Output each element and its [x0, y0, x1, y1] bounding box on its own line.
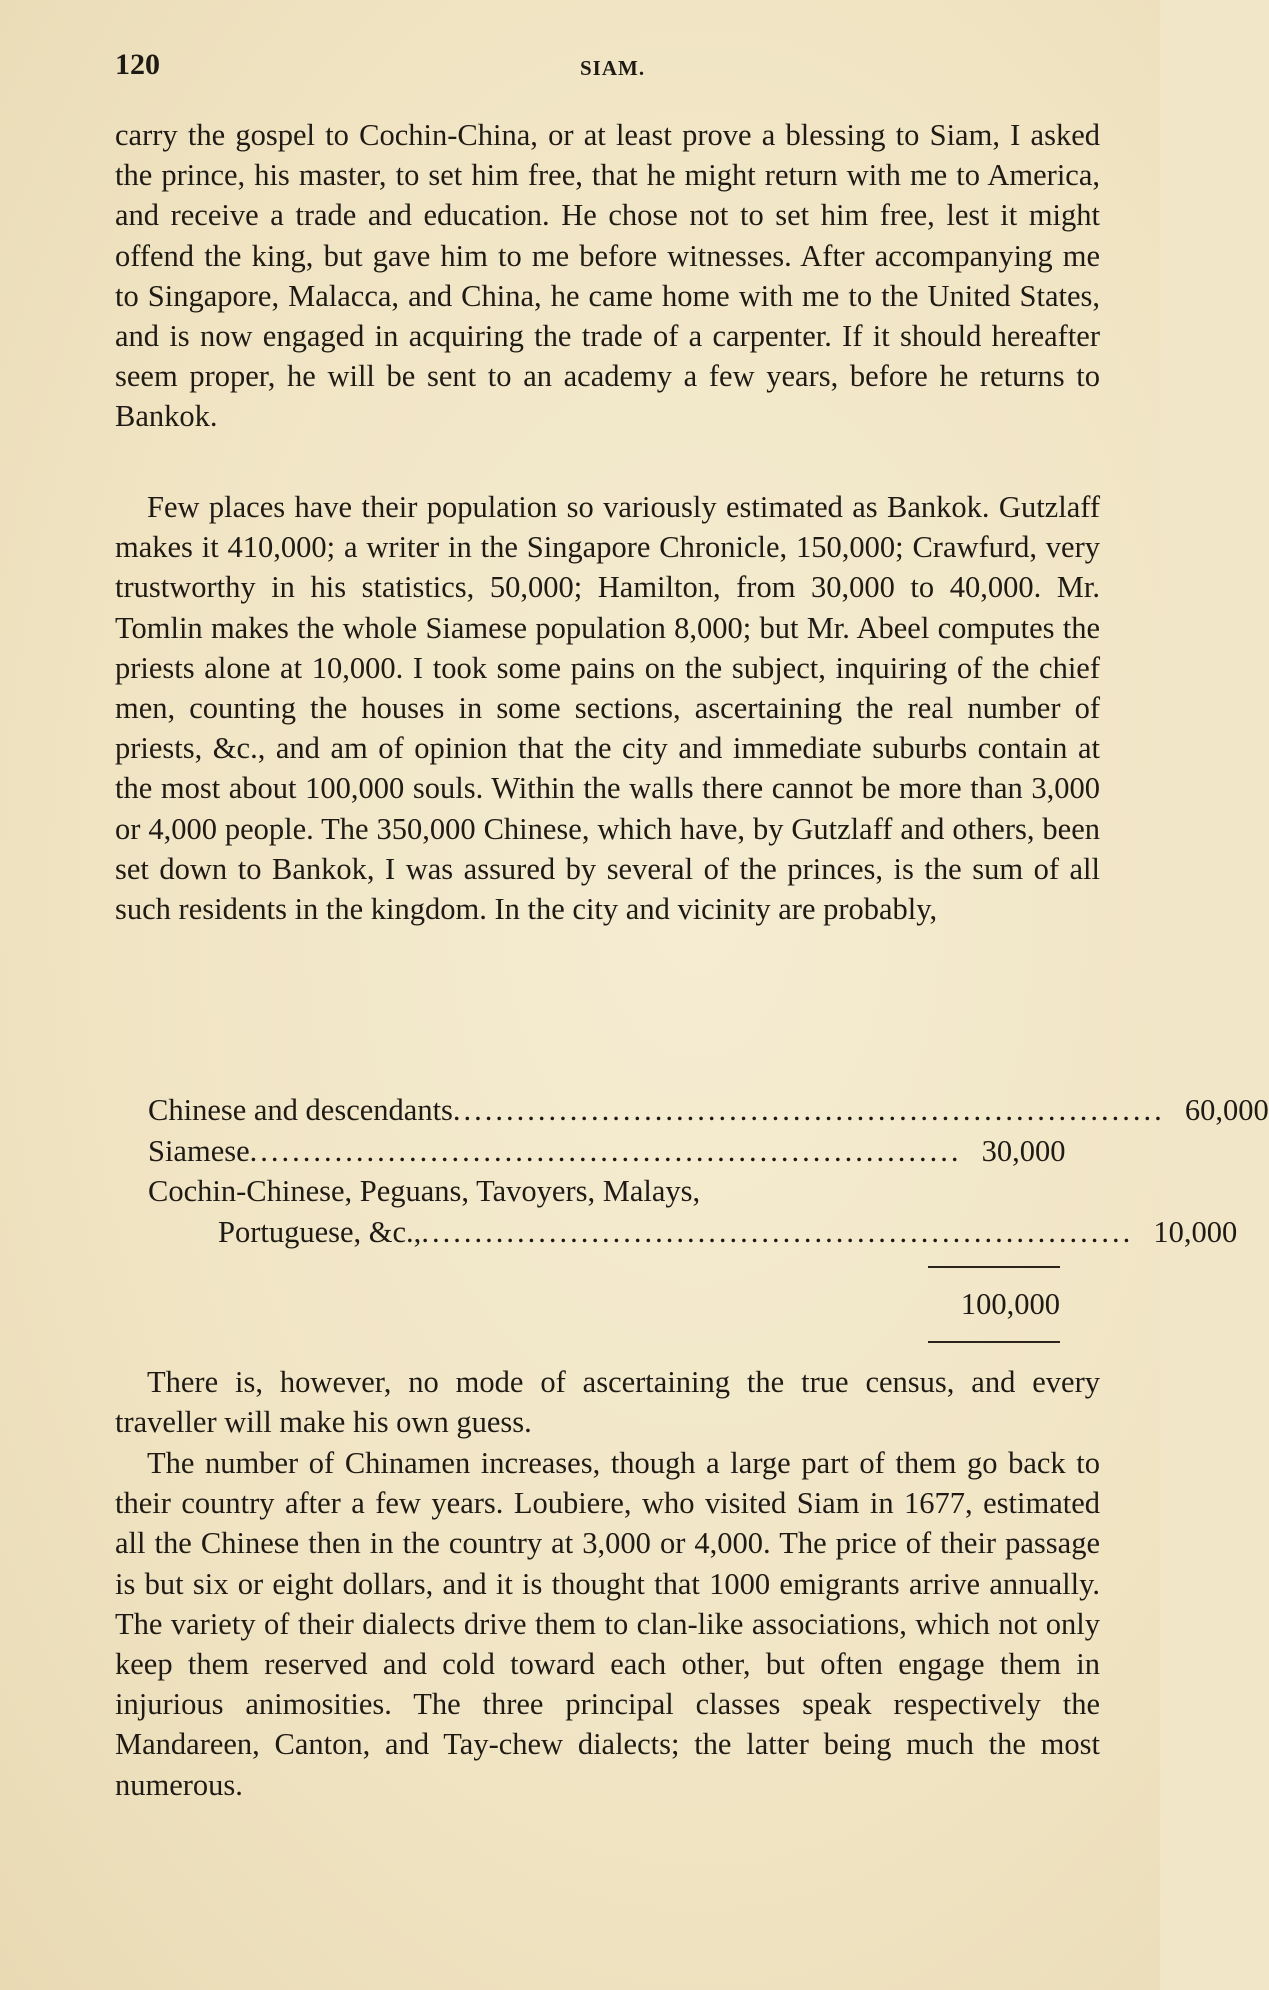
paragraph-continuation: carry the gospel to Cochin-China, or at least prove a blessing to Siam, I asked the prince, his master, to set him free, that he might return with me to America, and receive a trade and education. He chose not to set him free, lest it might offend the king, but gave him to me before witnesses. After accompanying me to Singapore, Malacca, and China, he came home with me to the United States, and is now engaged in acquiring the trade of a carpenter. If it should hereafter seem proper, he will be sent to an academy a few years, before he returns to Bankok. — [115, 118, 1100, 434]
dot-leader: ................................................................... — [421, 1214, 1134, 1249]
dot-leader: ................................................................... — [249, 1133, 962, 1168]
paragraph-census-note: There is, however, no mode of ascertaining the true census, and every traveller will make his own guess. — [115, 1365, 1100, 1440]
census-table — [148, 1090, 1269, 1252]
census-row-value: 30,000 — [981, 1133, 1066, 1168]
census-row-label: Siamese — [148, 1133, 250, 1168]
paragraph-chinamen: The number of Chinamen increases, though a large part of them go back to their country after a few years. Loubiere, who visited Siam in 1677, estimated all the Chinese then in the country at 3,000 or 4,000. The price of their passage is but six or eight dollars, and it is thought that 1000 emigrants arrive annually. The variety of their dialects drive them to clan-like associations, which not only keep them reserved and cold toward each other, but often engage them in injurious animosities. The three principal classes speak respectively the Mandareen, Canton, and Tay-chew dialects; the latter being much the most numerous. — [115, 1446, 1100, 1802]
census-row-label: Cochin-Chinese, Peguans, Tavoyers, Malays, — [148, 1174, 701, 1208]
census-row-label: Chinese and descendants — [148, 1093, 453, 1127]
paragraph-population-estimates: Few places have their population so variously estimated as Bankok. Gutzlaff makes it 410,000; a writer in the Singapore Chronicle, 150,000; Crawfurd, very trustworthy in his statistics, 50,000; Hamilton, from 30,000 to 40,000. Mr. Tomlin makes the whole Siamese population 8,000; but Mr. Abeel computes the priests alone at 10,000. I took some pains on the subject, inquiring of the chief men, counting the houses in some sections, ascertaining the real number of priests, &c., and am of opinion that the city and immediate suburbs contain at the most about 100,000 souls. Within the walls there cannot be more than 3,000 or 4,000 people. The 350,000 Chinese, which have, by Gutzlaff and others, been set down to Bankok, I was assured by several of the princes, is the sum of all such residents in the kingdom. In the city and vicinity are probably, — [115, 490, 1100, 927]
page-number: 120 — [115, 48, 160, 81]
running-head — [115, 48, 1060, 88]
sum-rule — [928, 1341, 1060, 1343]
census-row-value: 60,000 — [1184, 1093, 1269, 1127]
census-row — [148, 1131, 1066, 1172]
dot-leader: ................................................................... — [452, 1093, 1165, 1127]
sum-rule — [928, 1266, 1060, 1268]
census-row — [148, 1212, 1238, 1253]
census-row-value: 10,000 — [1153, 1214, 1238, 1249]
census-total: 100,000 — [960, 1287, 1060, 1321]
census-row — [148, 1090, 1269, 1131]
census-row — [148, 1171, 1060, 1212]
census-row-label: Portuguese, &c., — [218, 1214, 422, 1249]
running-title: SIAM. — [580, 56, 646, 80]
